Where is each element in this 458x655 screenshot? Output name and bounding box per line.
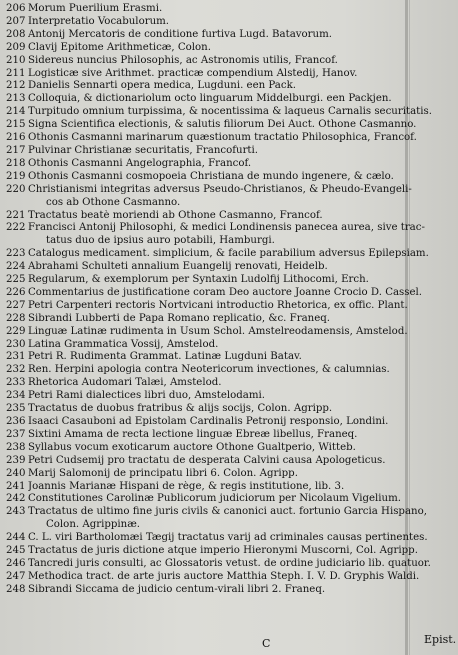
entry-title: Interpretatio Vocabulorum.: [28, 15, 170, 27]
entry-title: Tractatus de ultimo fine juris civils & canonici auct. fortunio Garcia Hispano,: [28, 506, 427, 518]
entry-number: 234: [6, 390, 26, 402]
entry-title: Othonis Casmanni cosmopoeia Christiana de mundo ingenere, & cælo.: [28, 170, 394, 182]
entry-line: [6, 29, 454, 42]
entry-title: Sixtini Amama de recta lectione linguæ Ebreæ libellus, Franeq.: [28, 428, 358, 440]
entry-line: [6, 55, 454, 68]
entry-number: 240: [6, 467, 26, 479]
entry-line: [6, 158, 454, 171]
catalog-entry: [6, 545, 454, 558]
catalog-entry: [6, 274, 454, 287]
catalog-entry: [6, 171, 454, 184]
entry-title: Othonis Casmanni marinarum quæstionum tractatio Philosophica, Francof.: [28, 132, 417, 144]
catalog-entry: [6, 364, 454, 377]
entry-title: Rhetorica Audomari Talæi, Amstelod.: [28, 377, 222, 389]
entry-line: [6, 506, 454, 519]
entry-number: 207: [6, 15, 26, 27]
catalog-entry: [6, 481, 454, 494]
entry-line: [6, 184, 454, 197]
entry-number: 236: [6, 416, 26, 427]
entry-title: Syllabus vocum exoticarum auctore Othone Gualtperio, Witteb.: [28, 441, 356, 453]
entry-line: [6, 171, 454, 184]
entry-title: Clavij Epitome Arithmeticæ, Colon.: [28, 41, 211, 53]
entry-line: [6, 210, 454, 223]
entry-line: [6, 416, 454, 429]
entry-line: [6, 364, 454, 377]
entry-title: Colloquia, & dictionariolum octo linguarum Middelburgi. een Packjen.: [28, 93, 392, 105]
entry-title: Joannis Marianæ Hispani de rège, & regis institutione, lib. 3.: [28, 480, 345, 492]
entry-line: [6, 274, 454, 287]
catalog-entry: [6, 184, 454, 210]
entry-title: Petri R. Rudimenta Grammat. Latinæ Lugduni Batav.: [28, 351, 302, 363]
entry-line: [6, 545, 454, 558]
entry-title: Abrahami Schulteti annalium Euangelij renovati, Heidelb.: [28, 261, 328, 273]
entry-title: Othonis Casmanni Angelographia, Francof.: [28, 157, 252, 169]
entry-line: [6, 442, 454, 455]
entry-number: 223: [6, 248, 26, 260]
entry-number: 220: [6, 183, 26, 195]
entry-title: C. L. viri Bartholomæi Tægij tractatus varij ad criminales causas pertinentes.: [28, 532, 428, 544]
catalog-entry: [6, 68, 454, 81]
entry-line: [6, 313, 454, 326]
catalog-entry: [6, 29, 454, 42]
entry-number: 206: [6, 3, 26, 14]
catchword: Epist.: [424, 633, 457, 646]
entry-number: 246: [6, 557, 26, 569]
entry-number: 229: [6, 325, 26, 337]
entry-number: 221: [6, 209, 26, 221]
entry-line: [6, 80, 454, 93]
entry-title: Sidereus nuncius Philosophis, ac Astronomis utilis, Francof.: [28, 54, 338, 66]
entry-number: 228: [6, 312, 26, 324]
entry-line: [6, 390, 454, 403]
entry-number: 238: [6, 441, 26, 453]
entry-number: 242: [6, 493, 26, 505]
entry-title: Commentarius de justificatione coram Deo auctore Joanne Crocio D. Cassel.: [28, 286, 423, 298]
catalog-entry: [6, 158, 454, 171]
entry-number: 225: [6, 274, 26, 286]
entry-continuation: Colon. Agrippinæ.: [46, 519, 141, 531]
entry-line: [6, 403, 454, 416]
catalog-entry: [6, 558, 454, 571]
entry-number: 214: [6, 106, 26, 118]
entry-line: [6, 222, 454, 235]
catalog-entry: [6, 442, 454, 455]
entry-title: Regularum, & exemplorum per Syntaxin Ludolfij Lithocomi, Erch.: [28, 274, 369, 286]
entry-title: Petri Rami dialectices libri duo, Amstelodami.: [28, 390, 266, 402]
entry-title: Danielis Sennarti opera medica, Lugduni. een Pack.: [28, 80, 296, 92]
entry-number: 233: [6, 377, 26, 389]
entry-number: 248: [6, 583, 26, 595]
entry-line: [6, 261, 454, 274]
entry-title: Linguæ Latinæ rudimenta in Usum Schol. Amstelreodamensis, Amstelod.: [28, 325, 408, 337]
entry-title: Morum Puerilium Erasmi.: [28, 3, 163, 14]
catalog-entry: [6, 145, 454, 158]
entry-title: Antonij Mercatoris de conditione furtiva Lugd. Batavorum.: [28, 28, 332, 40]
entry-line: [6, 248, 454, 261]
entry-number: 215: [6, 119, 26, 131]
entry-line: [6, 532, 454, 545]
catalog-entry: [6, 42, 454, 55]
entry-line: [6, 132, 454, 145]
catalog-entry: [6, 132, 454, 145]
catalog-entry: [6, 326, 454, 339]
catalog-entry: [6, 351, 454, 364]
entry-line: [6, 377, 454, 390]
catalog-entry: [6, 119, 454, 132]
entry-title: Isaaci Casauboni ad Epistolam Cardinalis Petronij responsio, Londini.: [28, 416, 389, 427]
catalog-entry: [6, 3, 454, 16]
entry-line: [6, 339, 454, 352]
entry-line: [6, 287, 454, 300]
catalog-entry: [6, 390, 454, 403]
entry-number: 245: [6, 545, 26, 557]
entry-title: Christianismi integritas adversus Pseudo-Christianos, & Pheudo-Evangeli-: [28, 183, 412, 195]
entry-continuation: tatus duo de ipsius auro potabili, Hamburgi.: [46, 235, 275, 247]
entry-line: [6, 68, 454, 81]
entry-line: [6, 558, 454, 571]
entry-title: Catalogus medicament. simplicium, & facile parabilium adversus Epilepsiam.: [28, 248, 429, 260]
catalog-entry: [6, 313, 454, 326]
entry-number: 208: [6, 28, 26, 40]
entry-title: Sibrandi Lubberti de Papa Romano replicatio, &c. Franeq.: [28, 312, 330, 324]
entry-number: 209: [6, 41, 26, 53]
entry-title: Constitutiones Carolinæ Publicorum judiciorum per Nicolaum Vigelium.: [28, 493, 402, 505]
entry-number: 212: [6, 80, 26, 92]
catalog-entry: [6, 55, 454, 68]
catalog-entry: [6, 377, 454, 390]
entry-line: [6, 3, 454, 16]
entry-number: 211: [6, 67, 26, 79]
entry-number: 213: [6, 93, 26, 105]
entry-title: Pulvinar Christianæ securitatis, Francofurti.: [28, 144, 259, 156]
entry-title: Turpitudo omnium turpissima, & nocentissima & laqueus Carnalis securitatis.: [28, 106, 432, 118]
entry-number: 230: [6, 338, 26, 350]
page-footer: [0, 633, 458, 653]
entry-number: 231: [6, 351, 26, 363]
entry-line: [6, 455, 454, 468]
entry-number: 237: [6, 428, 26, 440]
catalog-entry: [6, 339, 454, 352]
entry-title: Petri Cudsemij pro tractatu de desperata Calvini causa Apologeticus.: [28, 454, 386, 466]
entry-line: [6, 571, 454, 584]
entry-title: Methodica tract. de arte juris auctore Matthia Steph. I. V. D. Gryphis Waldi.: [28, 570, 420, 582]
catalog-entry: [6, 493, 454, 506]
catalog-entry: [6, 16, 454, 29]
catalog-entry: [6, 261, 454, 274]
entry-title: Logisticæ sive Arithmet. practicæ compendium Alstedij, Hanov.: [28, 67, 358, 79]
entry-title: Tractatus de juris dictione atque imperio Hieronymi Muscorni, Col. Agripp.: [28, 545, 418, 557]
entry-number: 243: [6, 506, 26, 518]
entry-line: [6, 93, 454, 106]
entry-line: [6, 145, 454, 158]
catalog-entry: [6, 455, 454, 468]
entry-title: Latina Grammatica Vossij, Amstelod.: [28, 338, 219, 350]
entry-number: 217: [6, 144, 26, 156]
catalog-entry: [6, 222, 454, 248]
entry-title: Ren. Herpini apologia contra Neotericorum invectiones, & calumnias.: [28, 364, 390, 376]
catalog-entry: [6, 106, 454, 119]
entry-line: [6, 106, 454, 119]
entry-line: [6, 351, 454, 364]
catalog-entry: [6, 300, 454, 313]
catalog-entry: [6, 403, 454, 416]
entry-number: 232: [6, 364, 26, 376]
entry-title: Marij Salomonij de principatu libri 6. Colon. Agripp.: [28, 467, 298, 479]
catalog-entry: [6, 468, 454, 481]
catalog-entry: [6, 210, 454, 223]
catalog-entry: [6, 287, 454, 300]
entry-number: 227: [6, 299, 26, 311]
entry-title: Francisci Antonij Philosophi, & medici Londinensis panecea aurea, sive trac-: [28, 222, 425, 234]
entry-line: [6, 468, 454, 481]
entry-continuation: cos ab Othone Casmanno.: [46, 196, 181, 208]
catalog-entry: [6, 532, 454, 545]
entry-line: [6, 429, 454, 442]
entry-line: [6, 481, 454, 494]
entry-line: [6, 119, 454, 132]
entry-number: 239: [6, 454, 26, 466]
entry-title: Sibrandi Siccama de judicio centum-virali libri 2. Franeq.: [28, 583, 326, 595]
catalog-entry: [6, 93, 454, 106]
entry-line: [6, 16, 454, 29]
catalog-entry: [6, 506, 454, 532]
entry-line: [6, 584, 454, 597]
entry-number: 235: [6, 403, 26, 415]
entry-number: 224: [6, 261, 26, 273]
entry-number: 241: [6, 480, 26, 492]
entry-number: 216: [6, 132, 26, 144]
catalog-entry: [6, 571, 454, 584]
entry-number: 226: [6, 286, 26, 298]
entry-number: 247: [6, 570, 26, 582]
entry-line: [6, 326, 454, 339]
catalog-entry: [6, 80, 454, 93]
entry-line: [6, 42, 454, 55]
entry-title: Tractatus de duobus fratribus & alijs socijs, Colon. Agripp.: [28, 403, 333, 415]
catalog-entry: [6, 416, 454, 429]
entry-number: 210: [6, 54, 26, 66]
entry-line: [6, 300, 454, 313]
entry-number: 218: [6, 157, 26, 169]
entry-title: Signa Scientifica electionis, & salutis filiorum Dei Auct. Othone Casmanno.: [28, 119, 417, 131]
entry-title: Petri Carpenteri rectoris Nortvicani introductio Rhetorica, ex offic. Plant.: [28, 299, 408, 311]
entry-title: Tractatus beatè moriendi ab Othone Casmanno, Francof.: [28, 209, 323, 221]
entry-title: Tancredi juris consulti, ac Glossatoris vetust. de ordine judiciario lib. quatuor.: [28, 557, 431, 569]
catalog-entry-list: [6, 3, 454, 597]
entry-number: 244: [6, 532, 26, 544]
signature-mark: C: [262, 637, 271, 650]
catalog-entry: [6, 429, 454, 442]
entry-number: 219: [6, 170, 26, 182]
catalog-entry: [6, 584, 454, 597]
catalog-entry: [6, 248, 454, 261]
entry-line: [6, 493, 454, 506]
entry-number: 222: [6, 222, 26, 234]
